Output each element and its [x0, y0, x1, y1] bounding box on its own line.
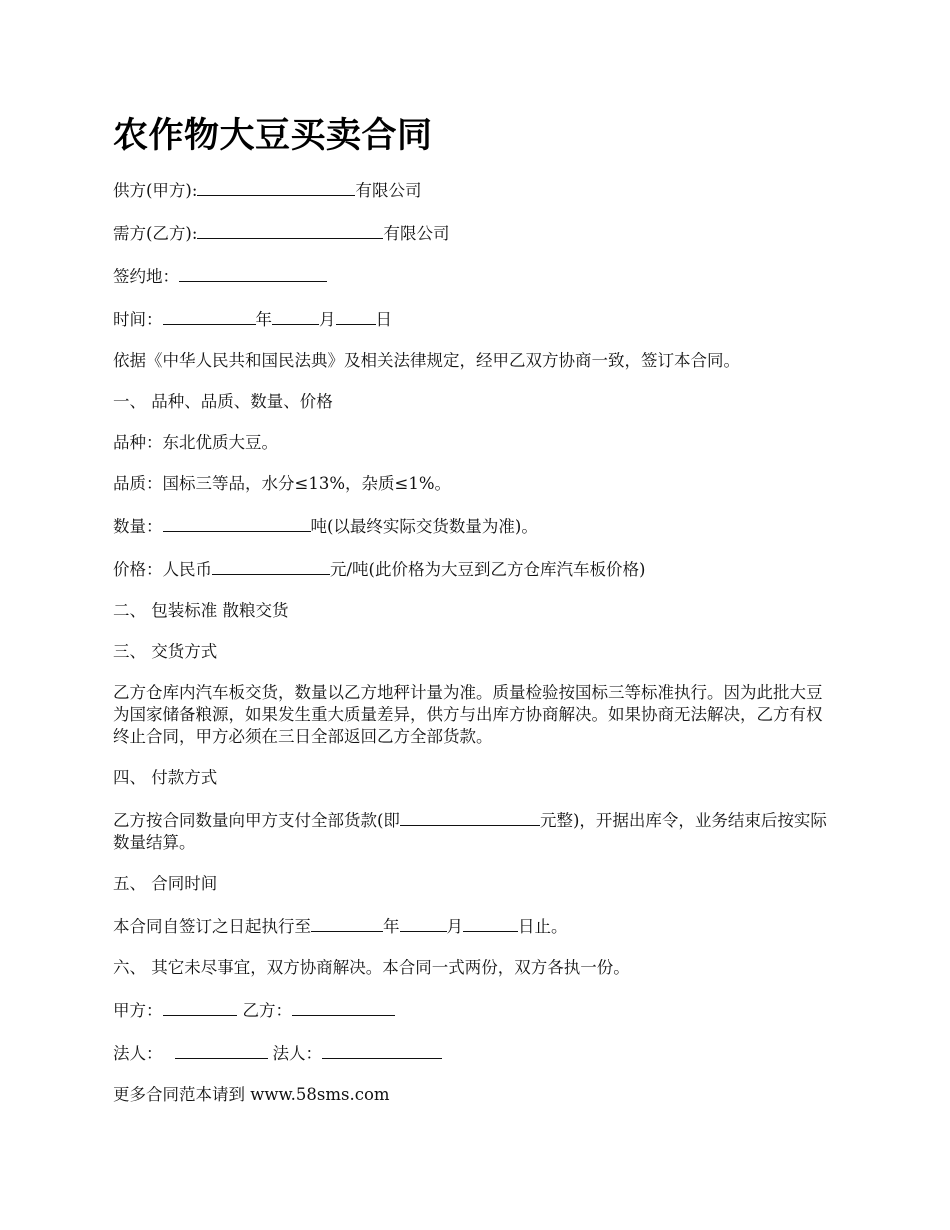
- date-year-blank: [163, 307, 256, 325]
- sign-place-blank: [179, 264, 327, 282]
- date-year-label: 年: [255, 310, 272, 329]
- quality-line: 品质：国标三等品，水分≤13%，杂质≤1%。: [113, 474, 452, 493]
- section6-line: 六、 其它未尽事宜，双方协商解决。本合同一式两份，双方各执一份。: [113, 958, 630, 977]
- section3-body: 乙方仓库内汽车板交货，数量以乙方地秤计量为准。质量检验按国标三等标准执行。因为此批大豆为国家储备粮源，如果发生重大质量差异，供方与出库方协商解决。如果协商无法解决，乙方有权终止合同，甲方必须在三日全部返回乙方全部货款。: [113, 683, 823, 746]
- term-day-label: 日止。: [518, 917, 568, 936]
- section5-body: [113, 914, 838, 938]
- payment-amount-blank: [400, 808, 540, 826]
- price-line: [113, 557, 838, 581]
- date-month-blank: [272, 307, 319, 325]
- footer-line: 更多合同范本请到 www.58sms.com: [113, 1085, 390, 1104]
- term-year-label: 年: [383, 917, 400, 936]
- document-title: 农作物大豆买卖合同: [113, 116, 433, 156]
- supplier-name-blank: [197, 178, 355, 196]
- date-line: [113, 307, 838, 331]
- variety-line: 品种：东北优质大豆。: [113, 433, 278, 452]
- party-b-blank: [292, 998, 395, 1016]
- section5-heading: 五、 合同时间: [113, 874, 218, 893]
- quantity-suffix: 吨(以最终实际交货数量为准)。: [310, 517, 538, 536]
- supplier-label: 供方(甲方):: [113, 181, 198, 200]
- party-signature-line: [113, 998, 838, 1022]
- party-a-blank: [163, 998, 237, 1016]
- date-label: 时间：: [113, 310, 163, 329]
- section3-heading: 三、 交货方式: [113, 642, 218, 661]
- price-blank: [212, 557, 330, 575]
- party-b-label: 乙方：: [242, 1001, 292, 1020]
- payment-text-pre: 乙方按合同数量向甲方支付全部货款(即: [113, 811, 400, 830]
- buyer-line: [113, 221, 838, 245]
- section2-heading: 二、 包装标准 散粮交货: [113, 601, 289, 620]
- supplier-suffix: 有限公司: [355, 181, 422, 200]
- legal-b-label: 法人：: [272, 1044, 322, 1063]
- supplier-line: [113, 178, 838, 202]
- legal-signature-line: [113, 1041, 838, 1065]
- section1-heading: 一、 品种、品质、数量、价格: [113, 392, 333, 411]
- legal-b-blank: [322, 1041, 442, 1059]
- legal-a-label: 法人：: [113, 1044, 163, 1063]
- term-day-blank: [463, 914, 518, 932]
- term-month-blank: [400, 914, 447, 932]
- buyer-label: 需方(乙方):: [113, 224, 198, 243]
- term-text-pre: 本合同自签订之日起执行至: [113, 917, 311, 936]
- quantity-line: [113, 514, 838, 538]
- sign-place-line: [113, 264, 838, 288]
- intro-paragraph: 依据《中华人民共和国民法典》及相关法律规定，经甲乙双方协商一致，签订本合同。: [113, 351, 740, 370]
- quantity-blank: [163, 514, 311, 532]
- price-suffix: 元/吨(此价格为大豆到乙方仓库汽车板价格): [330, 560, 646, 579]
- date-day-blank: [336, 307, 376, 325]
- section4-body: [113, 808, 838, 854]
- party-a-label: 甲方：: [113, 1001, 163, 1020]
- document-body: [113, 178, 838, 1125]
- buyer-name-blank: [197, 221, 383, 239]
- date-month-label: 月: [319, 310, 336, 329]
- legal-a-blank: [175, 1041, 268, 1059]
- buyer-suffix: 有限公司: [383, 224, 450, 243]
- sign-place-label: 签约地：: [113, 267, 179, 286]
- section4-heading: 四、 付款方式: [113, 768, 218, 787]
- payment-text-post: 元整)，开据出库令，业务结束后按实际数量结算。: [113, 811, 827, 852]
- quantity-label: 数量：: [113, 517, 163, 536]
- term-year-blank: [311, 914, 383, 932]
- date-day-label: 日: [375, 310, 392, 329]
- price-label: 价格：人民币: [113, 560, 212, 579]
- term-month-label: 月: [446, 917, 463, 936]
